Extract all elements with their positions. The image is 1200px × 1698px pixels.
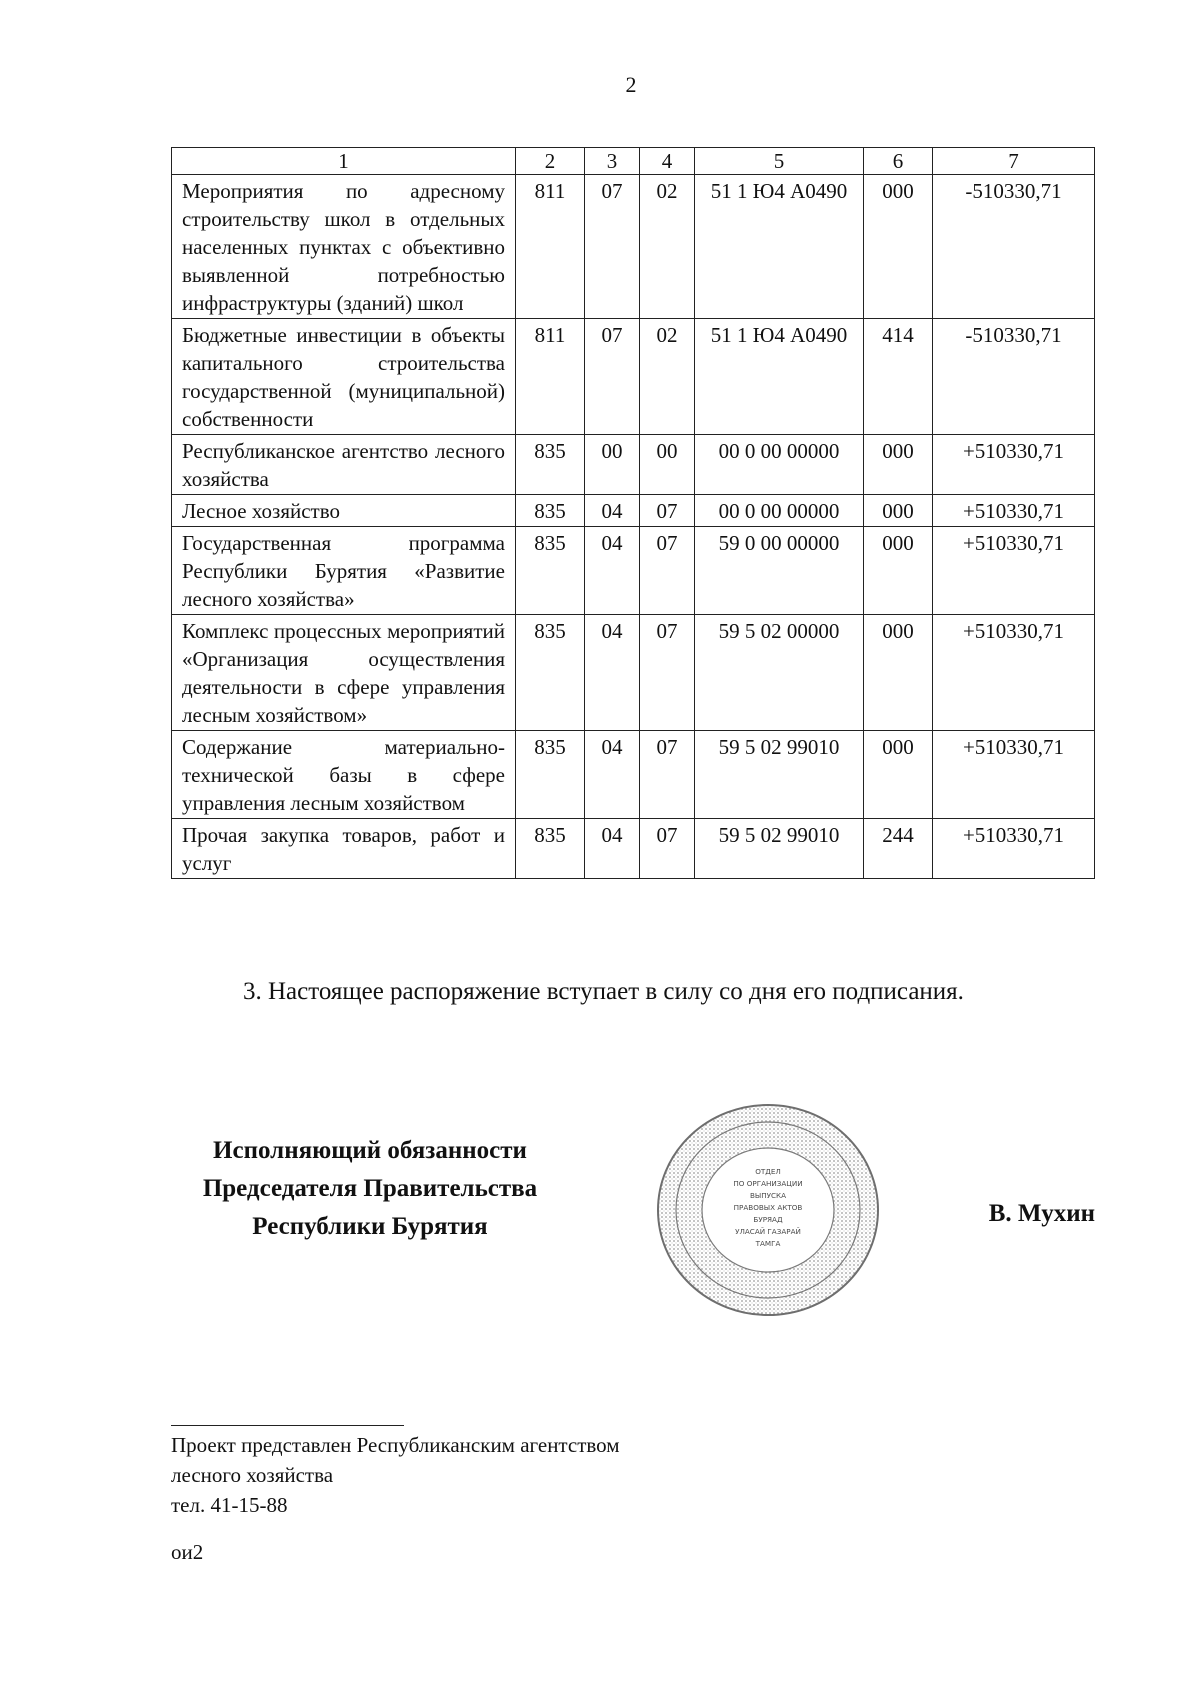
row-description: Комплекс процессных мероприятий «Организация осуществления деятельности в сфере управления лесным хозяйством» <box>172 615 516 731</box>
signatory-title-line: Председателя Правительства <box>202 1175 538 1202</box>
table-row <box>172 819 1095 879</box>
table-row <box>172 615 1095 731</box>
row-description: Мероприятия по адресному строительству школ в отдельных населенных пунктах с объективно выявленной потребностью инфраструктуры (зданий) школ <box>172 175 516 319</box>
column-header: 2 <box>516 148 585 175</box>
stamp-line: ТАМГА <box>755 1239 781 1248</box>
signatory-title <box>170 1132 570 1246</box>
row-description: Прочая закупка товаров, работ и услуг <box>172 819 516 879</box>
row-ministry-code: 835 <box>516 495 585 527</box>
row-target-code: 00 0 00 00000 <box>695 435 864 495</box>
row-amount: -510330,71 <box>933 175 1095 319</box>
column-header: 3 <box>585 148 640 175</box>
row-section-code: 04 <box>585 615 640 731</box>
row-description: Бюджетные инвестиции в объекты капитального строительства государственной (муниципальной) собственности <box>172 319 516 435</box>
row-ministry-code: 835 <box>516 819 585 879</box>
row-description: Республиканское агентство лесного хозяйства <box>172 435 516 495</box>
row-subsection-code: 02 <box>640 319 695 435</box>
row-subsection-code: 02 <box>640 175 695 319</box>
row-subsection-code: 07 <box>640 731 695 819</box>
row-ministry-code: 835 <box>516 435 585 495</box>
footnote-line: лесного хозяйства <box>171 1463 334 1487</box>
row-target-code: 59 5 02 99010 <box>695 819 864 879</box>
row-ministry-code: 811 <box>516 175 585 319</box>
row-ministry-code: 835 <box>516 615 585 731</box>
table-row <box>172 435 1095 495</box>
stamp-line: ОТДЕЛ <box>755 1167 781 1176</box>
stamp-line: ПО ОРГАНИЗАЦИИ <box>733 1179 803 1188</box>
footnote-line: Проект представлен Республиканским агентством <box>171 1433 620 1457</box>
row-ministry-code: 811 <box>516 319 585 435</box>
row-amount: -510330,71 <box>933 319 1095 435</box>
row-section-code: 00 <box>585 435 640 495</box>
row-expense-type: 000 <box>864 435 933 495</box>
stamp-line: ПРАВОВЫХ АКТОВ <box>733 1203 803 1212</box>
row-target-code: 59 0 00 00000 <box>695 527 864 615</box>
document-code: ои2 <box>171 1540 204 1564</box>
row-subsection-code: 00 <box>640 435 695 495</box>
table-row <box>172 527 1095 615</box>
stamp-line: БУРЯАД <box>753 1215 783 1224</box>
row-section-code: 04 <box>585 527 640 615</box>
row-section-code: 07 <box>585 319 640 435</box>
column-header: 4 <box>640 148 695 175</box>
row-amount: +510330,71 <box>933 435 1095 495</box>
row-expense-type: 244 <box>864 819 933 879</box>
table-row <box>172 731 1095 819</box>
row-expense-type: 000 <box>864 175 933 319</box>
footnote-line: тел. 41-15-88 <box>171 1493 288 1517</box>
stamp-line: ВЫПУСКА <box>749 1191 787 1200</box>
column-header: 1 <box>172 148 516 175</box>
row-expense-type: 000 <box>864 615 933 731</box>
row-target-code: 00 0 00 00000 <box>695 495 864 527</box>
row-amount: +510330,71 <box>933 615 1095 731</box>
signatory-title-line: Исполняющий обязанности <box>213 1137 527 1164</box>
footnote <box>171 1430 620 1520</box>
stamp-line: УЛАСАЙ ГАЗАРАЙ <box>735 1227 801 1236</box>
official-seal-stamp <box>653 1100 883 1320</box>
signatory-title-line: Республики Бурятия <box>252 1213 488 1240</box>
column-header: 6 <box>864 148 933 175</box>
row-amount: +510330,71 <box>933 819 1095 879</box>
row-expense-type: 000 <box>864 495 933 527</box>
row-amount: +510330,71 <box>933 731 1095 819</box>
row-subsection-code: 07 <box>640 819 695 879</box>
row-target-code: 59 5 02 99010 <box>695 731 864 819</box>
row-subsection-code: 07 <box>640 527 695 615</box>
row-description: Лесное хозяйство <box>172 495 516 527</box>
row-section-code: 04 <box>585 731 640 819</box>
row-expense-type: 000 <box>864 731 933 819</box>
column-header: 7 <box>933 148 1095 175</box>
signatory-name: В. Мухин <box>988 1200 1095 1227</box>
row-expense-type: 414 <box>864 319 933 435</box>
page-number: 2 <box>625 72 637 97</box>
row-target-code: 51 1 Ю4 А0490 <box>695 319 864 435</box>
row-amount: +510330,71 <box>933 495 1095 527</box>
column-header: 5 <box>695 148 864 175</box>
row-description: Содержание материально-технической базы в сфере управления лесным хозяйством <box>172 731 516 819</box>
row-subsection-code: 07 <box>640 615 695 731</box>
row-expense-type: 000 <box>864 527 933 615</box>
row-section-code: 07 <box>585 175 640 319</box>
table-row <box>172 495 1095 527</box>
table-row <box>172 175 1095 319</box>
footnote-divider <box>171 1425 404 1426</box>
table-row <box>172 319 1095 435</box>
row-section-code: 04 <box>585 819 640 879</box>
row-subsection-code: 07 <box>640 495 695 527</box>
row-section-code: 04 <box>585 495 640 527</box>
clause-3: 3. Настоящее распоряжение вступает в силу со дня его подписания. <box>243 978 964 1005</box>
budget-table <box>171 147 1095 879</box>
row-target-code: 51 1 Ю4 А0490 <box>695 175 864 319</box>
row-ministry-code: 835 <box>516 527 585 615</box>
row-amount: +510330,71 <box>933 527 1095 615</box>
row-target-code: 59 5 02 00000 <box>695 615 864 731</box>
row-description: Государственная программа Республики Бурятия «Развитие лесного хозяйства» <box>172 527 516 615</box>
table-header-row <box>172 148 1095 175</box>
row-ministry-code: 835 <box>516 731 585 819</box>
